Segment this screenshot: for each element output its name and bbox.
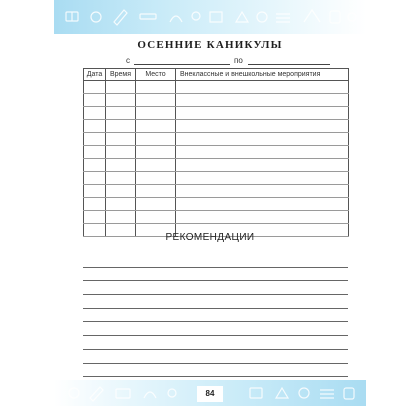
table-cell-date[interactable] (84, 146, 106, 159)
table-cell-date[interactable] (84, 198, 106, 211)
table-row (84, 81, 349, 94)
recommendation-line[interactable] (83, 281, 348, 295)
table-cell-place[interactable] (136, 120, 176, 133)
table-row (84, 107, 349, 120)
table-cell-place[interactable] (136, 146, 176, 159)
from-date-blank[interactable] (134, 64, 230, 65)
table-cell-place[interactable] (136, 107, 176, 120)
table-cell-place[interactable] (136, 94, 176, 107)
table-cell-activity[interactable] (176, 185, 349, 198)
column-header-time: Время (106, 69, 136, 81)
table-row (84, 94, 349, 107)
table-cell-date[interactable] (84, 81, 106, 94)
table-row (84, 185, 349, 198)
table-cell-time[interactable] (106, 146, 136, 159)
table-cell-activity[interactable] (176, 133, 349, 146)
table-cell-time[interactable] (106, 211, 136, 224)
recommendations-title: РЕКОМЕНДАЦИИ (165, 232, 255, 243)
table-cell-date[interactable] (84, 94, 106, 107)
table-header-row (84, 69, 349, 81)
table-cell-time[interactable] (106, 185, 136, 198)
recommendation-line[interactable] (83, 336, 348, 350)
table-cell-time[interactable] (106, 159, 136, 172)
table-row (84, 198, 349, 211)
table-cell-time[interactable] (106, 94, 136, 107)
table-cell-activity[interactable] (176, 172, 349, 185)
page-number: 84 (197, 386, 223, 402)
table-cell-activity[interactable] (176, 159, 349, 172)
table-body (84, 81, 349, 237)
table-cell-activity[interactable] (176, 198, 349, 211)
table-cell-activity[interactable] (176, 94, 349, 107)
to-label: по (234, 56, 243, 65)
table-cell-place[interactable] (136, 172, 176, 185)
table-cell-time[interactable] (106, 81, 136, 94)
table-cell-date[interactable] (84, 133, 106, 146)
table-cell-time[interactable] (106, 120, 136, 133)
table-cell-place[interactable] (136, 159, 176, 172)
to-date-blank[interactable] (248, 64, 330, 65)
table-cell-time[interactable] (106, 172, 136, 185)
column-header-activities: Внеклассные и внешкольные мероприятия (176, 69, 349, 81)
table-row (84, 172, 349, 185)
recommendation-line[interactable] (83, 295, 348, 309)
table-cell-date[interactable] (84, 211, 106, 224)
table-cell-date[interactable] (84, 107, 106, 120)
table-row (84, 120, 349, 133)
table-row (84, 211, 349, 224)
recommendation-line[interactable] (83, 254, 348, 268)
table-cell-activity[interactable] (176, 107, 349, 120)
table-cell-place[interactable] (136, 211, 176, 224)
table-cell-activity[interactable] (176, 81, 349, 94)
table-row (84, 159, 349, 172)
recommendation-line[interactable] (83, 268, 348, 282)
recommendation-line[interactable] (83, 309, 348, 323)
table-cell-activity[interactable] (176, 146, 349, 159)
table-row (84, 146, 349, 159)
table-cell-activity[interactable] (176, 120, 349, 133)
table-cell-place[interactable] (136, 133, 176, 146)
top-decorative-band (54, 0, 366, 34)
recommendations-lines (83, 254, 348, 391)
table-cell-place[interactable] (136, 185, 176, 198)
recommendation-line[interactable] (83, 322, 348, 336)
column-header-place: Место (136, 69, 176, 81)
table-cell-date[interactable] (84, 172, 106, 185)
table-cell-date[interactable] (84, 185, 106, 198)
school-doodles-icon (54, 0, 366, 34)
period-fields (54, 55, 366, 69)
table-cell-time[interactable] (106, 133, 136, 146)
table-cell-time[interactable] (106, 107, 136, 120)
table-cell-date[interactable] (84, 120, 106, 133)
page-title: ОСЕННИЕ КАНИКУЛЫ (137, 39, 283, 51)
table-cell-place[interactable] (136, 198, 176, 211)
table-row (84, 133, 349, 146)
from-label: с (126, 56, 130, 65)
table-cell-date[interactable] (84, 159, 106, 172)
table-cell-time[interactable] (106, 198, 136, 211)
activities-table (83, 68, 349, 237)
table-cell-activity[interactable] (176, 211, 349, 224)
table-cell-place[interactable] (136, 81, 176, 94)
column-header-date: Дата (84, 69, 106, 81)
recommendation-line[interactable] (83, 364, 348, 378)
recommendation-line[interactable] (83, 350, 348, 364)
